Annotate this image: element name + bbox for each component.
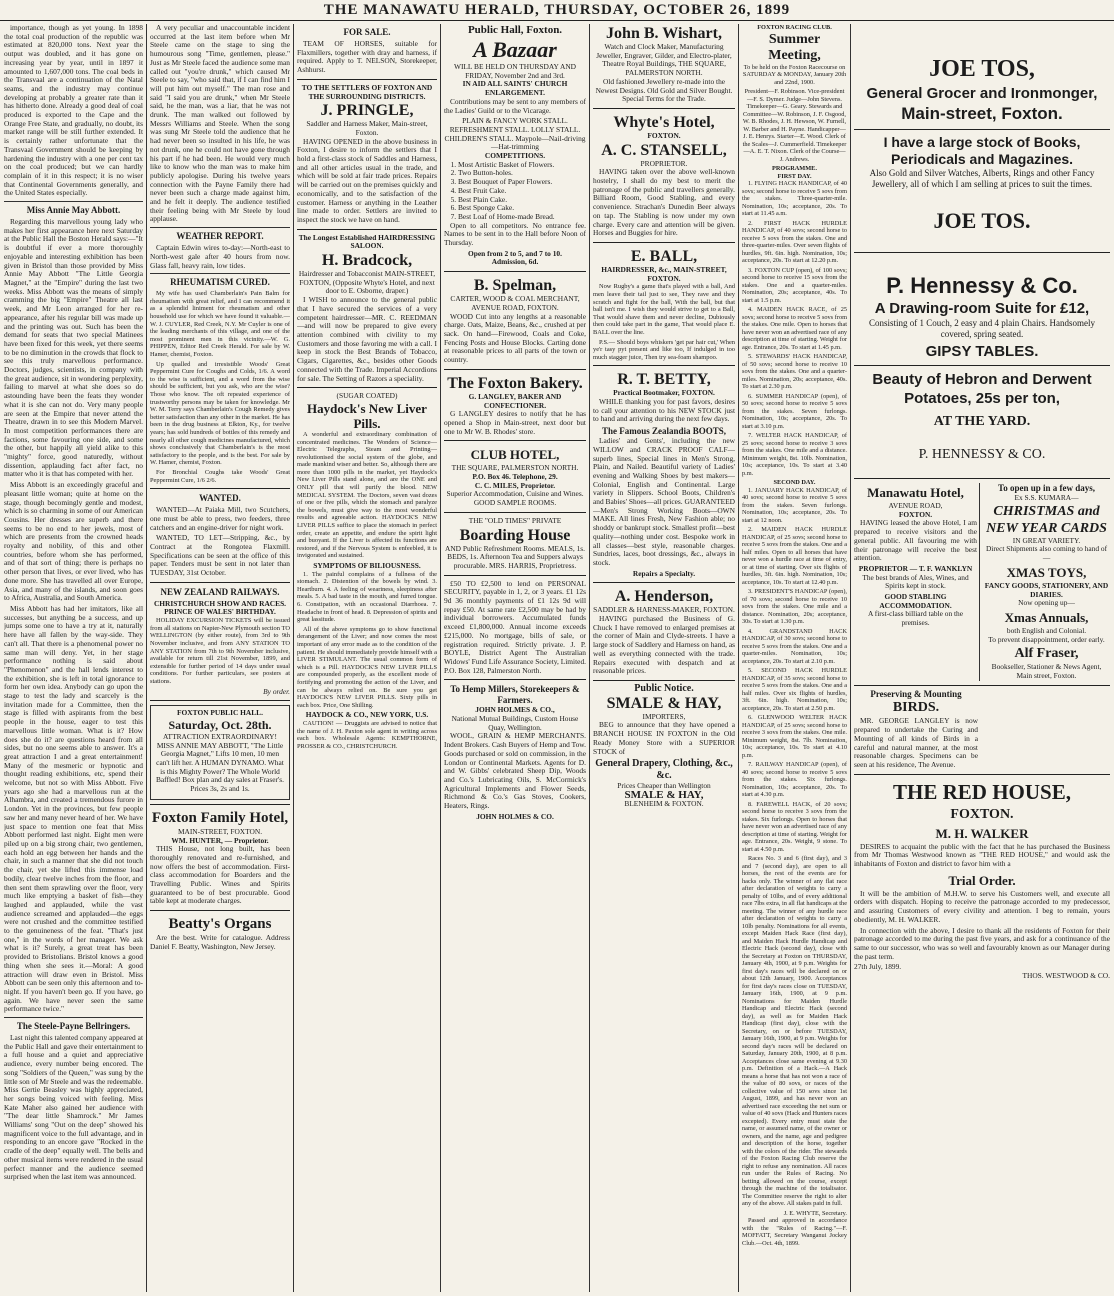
column-1 [4,24,143,1292]
race-item: 1. FLYING HACK HANDICAP, of 40 sovs; second horse to receive 5 sovs from the stakes. Three-quarter-mile. Nomination, 10s; acceptance, 20s. To start at 11.45 a.m. [742,180,847,217]
ad-subheading: AT THE YARD. [933,414,1031,429]
ad-title: JOE TOS, [929,56,1035,82]
ad-title: THE RED HOUSE, [893,779,1071,804]
article-paragraph: My wife has used Chamberlain's Pain Balm for rheumatism with great relief, and I can recommend it as a splendid liniment for rheumatism and other household use for which we have found it valuable.—W. J. CUYLER, Red Creek, N.Y. Mr Cuyler is one of the leading merchants of this village, and one of the most prominent men in this vicinity.—W. G. PHIPPEN, Editor Red Creek Herald. For sale by W. Hamer, chemist, Foxton. [150,290,290,359]
ad-text: WOOD Cut into any lengths at a reasonable charge. Oats, Maize, Beans, &c., crushed at per sack. On hand—Firewood, Coals and Coke, Fencing Posts and House Blocks. Carting done at reasonable prices to all parts of the town or country. [444,311,586,365]
column-rule [850,24,851,1292]
ad-sign: THOS. WESTWOOD & CO. [1022,971,1110,981]
ad-text: It will be the ambition of M.H.W. to serve his Customers well, and execute all orders with dispatch. Hoping to receive the patronage accorded to my predecessor, and assuring Customers of every civility and attention. I beg to remain, yours obediently, M. H. WALKER. [854,888,1110,924]
ad-heading: CLUB HOTEL, [470,447,560,463]
ad-text: Open to all competitors. No entrance fee. Names to be sent in to the Hall before Noon of Thursday. [444,220,586,248]
ad-subheading: GOOD STABLING ACCOMMODATION. [879,592,952,610]
ad-text: All of the above symptoms go to show functional derangement of the Liver; and now comes the most important of any error made as to the condition of the patient. He should immediately provide himself with a LIVER STIMULANT. The usual common form of which is a Pill. HAYDOCK'S NEW LIVER PILLS are compounded properly, as the excellent mode of fortifying and promoting the action of the Liver, and can be always relied on. Be sure you get HAYDOCK'S NEW LIVER PILLS. Sixty pills in each box. Price, One Shilling. [297,625,437,709]
ad-subheading: FANCY GOODS, STATIONERY, AND DIARIES. [984,580,1109,599]
ad-text: HAVING OPENED in the above business in Foxton, I desire to inform the settlers that I hold a first-class stock of Saddles and Harness, and all other articles usual in the trade, and which will be sold at fair trade prices. Repairs will be carried out on the premises quickly and economically, and to the satisfaction of the customer. Harness or anything in the Leather line made to order. Settlers are invited to inspect the stock we have on hand. [297,136,437,224]
article-paragraph: Up qualled and irresistible Woods' Great Peppermint Cure for Coughs and Colds, 1/6. A word to the wise is sufficient, and a word from the wise should be sufficient, but you ask, who are the wise? Those who know. The oft repeated experience of trustworthy persons may be taken for knowledge. Mr W. M. Terry says Chamberlain's Cough Remedy gives better satisfaction than any other in the market. He has been in the drug business at Elkton, Ky., for twelve years; has sold hundreds of bottles of this remedy and nearly all other cough medicines manufactured, which shows conclusively that Chamberlain's is the most satisfactory to the people, and is the best. For sale by W. Hamer, chemist, Foxton. [150,360,290,467]
ad-text: Contributions may be sent to any members of the Ladies' Guild or to the Vicarage. [444,96,586,115]
ad-subheading: HAYDOCK & CO., NEW YORK, U.S. [305,710,429,720]
ad-heading: M. H. WALKER [935,825,1029,841]
birds-ad [854,690,978,770]
ad-subheading: JOHN HOLMES & CO., [475,705,555,715]
competition-item: 7. Best Loaf of Home-made Bread. [458,213,586,222]
ad-text: WHILE thanking you for past favors, desires to call your attention to his NEW STOCK just to hand and arriving during the next few days. [593,397,735,424]
ad-subheading: Saddler and Harness Maker, Main-street, Foxton. [306,119,428,137]
ad-text: TEAM OF HORSES, suitable for Flaxmillers, together with dray and harness, if required. Apply to T. NELSON, Storekeeper, Ashhurst. [297,39,437,75]
ad-text: WANTED—At Paiaka Mill, two Scutchers, one must be able to press, two feeders, three catchers and an engine-driver for night work. [150,505,290,532]
ad-heading: Public Hall, Foxton. [467,24,563,36]
ad-heading: Beatty's Organs [168,916,272,933]
column-7 [854,24,1110,1292]
ad-text: HAVING leased the above Hotel, I am prepared to receive visitors and the general public. All favouring me with their patronage will receive the best attention. [854,518,978,563]
ad-text: DESIRES to acquaint the public with the fact that he has purchased the Business from Mr Thomas Westwood known as "THE RED HOUSE," and would ask the inhabitants of Foxton and district to favor him with a [854,841,1110,869]
race-item: 3. FOXTON CUP (open), of 100 sovs; second horse to receive 15 sovs from the stakes. One and a quarter-miles. Nomination, 20s; acceptance, 40s. To start at 1.5 p.m. [742,266,847,304]
column-2 [150,24,290,1292]
ad-text: CAUTION! — Druggists are advised to notice that the name of J. H. Paxton sole agent in writing across each box. Wholesale Agents: KEMPTHORNE, PROSSER & CO., CHRISTCHURCH. [297,720,437,750]
ad-subheading: The Longest Established HAIRDRESSING SALOON. [298,232,436,251]
ad-heading: A. C. STANSELL, [601,141,727,159]
ad-heading: Manawatu Hotel, [867,485,964,500]
race-item: 4. GRANDSTAND HACK HANDICAP, of 30 sovs; second horse to receive 5 sovs from the stakes. One and a quarter-miles. Nomination, 10s; acceptance, 20s. To start at 2.10 p.m. [742,627,847,665]
competition-item: 6. Best Sponge Cake. [458,204,586,213]
ad-date: 27th July, 1899. [854,962,902,972]
ad-sign: By order. [263,686,290,696]
ad-title: A Bazaar [473,37,557,62]
article-heading: Miss Annie May Abbott. [26,205,121,216]
competition-item: 4. Best Fruit Cake. [458,187,586,196]
race-item: 4. MAIDEN HACK RACE, of 25 sovs; second horse to receive 5 sovs from the stakes. One mile. Open to horses that have never won an advertised race of any description at time of starting. Weight for age. Entrance, 20s. To start at 1.45 p.m. [742,306,847,351]
column-4 [444,24,586,1292]
race-item: 3. PRESIDENT'S HANDICAP (open), of 70 sovs; second horse to receive 10 sovs from the stakes. One mile and a distance. Nomination, 20s; acceptance, 30s. To start at 1.30 p.m. [742,588,847,625]
ad-date: Saturday, Oct. 28th. [168,717,272,732]
ad-subheading: SADDLER & HARNESS-MAKER, FOXTON. [593,605,735,615]
race-item: 1. JANUARY HACK HANDICAP, of 40 sovs; second horse to receive 5 sovs from the stakes. Seven furlongs. Nomination, 10s; acceptance, 20s. To start at 12 noon. [742,486,847,524]
ad-sign: BLENHEIM & FOXTON. [624,798,704,808]
ad-text: G LANGLEY desires to notify that he has opened a Shop in Main-street, next door but one to Mr W. B. Rhodes' store. [444,409,586,436]
ad-subheading: Ex S.S. KUMARA— [1014,493,1079,502]
ad-text: To prevent disappointment, order early. [988,634,1105,644]
ad-text: P.S.— Should boys whiskers 'get par hair cut,' When ye'r tasy pyt present and like too, If indulged in too much stagger juice, Then try sea-foam shampoo. [593,338,735,361]
race-item: 2. MAIDEN HACK HURDLE HANDICAP, of 25 sovs; second horse to receive 5 sovs from the stakes. One and a half miles. Open to all horses that have never won a hurdle race at time of entry, or at time of starting. Over six flights of hurdles, 3ft. 6in. high. Nomination, 10s; acceptance, 10s. To start at 12.40 p.m. [742,526,847,586]
ad-text: PLAIN & FANCY WORK STALL. REFRESHMENT STALL. LOLLY STALL. CHILDREN'S STALL. Maypole—Nail-driving—Hat-trimming [444,116,586,152]
ad-subheading: General Drapery, Clothing, &c., &c. [595,758,733,782]
ad-text: Ladies' and Gents', including the new WILLOW and CRACK PROOF CALF—superb lines, Special lines in Men's Strong, Plain, and Nailed. Beautiful variety of Ladies' evening and Walking Shoes by best makers—Colonial, English and Continental. Large variety in Slippers. School Boots, Children's and Babies' Shoes—all prices. GUARANTEED—Men's Strong Working Boots—OWN MAKE. All lines Fresh, New Fashion able; no shoddy or bankrupt stock. Smallest profit—best quality—nothing under cost. Bespoke work in all classes—best style, reasonable charges. Sundries, laces, boot dressings, &c., always in stock. [593,436,735,567]
ad-text: Direct Shipments also coming to hand of— [985,544,1108,563]
ad-text: 1. The painful complains of a fullness of the stomach. 2. Distention of the bowels by wind. 3. Heartburn. 4. A feeling of weariness, sleepiness after meals. 5. A bad taste in the mouth, and furred tongue. 6. Constipation, with an occasional Diarrhoea. 7. Headache in front of head. 8. Depression of spirits and great lassitude. [297,570,437,624]
race-item: 5. STEWARDS' HACK HANDICAP, of 50 sovs; second horse to receive 10 sovs from the stakes. One and a quarter-miles. Nomination, 20s; acceptance, 40s. To start at 2.30 p.m. [742,353,847,390]
ad-heading: Haydock's New Liver Pills. [307,400,427,431]
ad-subheading: Practical Bootmaker, FOXTON. [613,388,715,398]
article-paragraph: A very peculiar and unaccountable incident occurred at the last item before when Mr Steele came on the stage to sing the humourous song "Time, gentlemen, please." Just as Mr Steele faced the audience some man called out "you're drunk," which caused Mr Steele to say, "who said that, if I can find him I will put him out myself." The man rose and said "I said you are drunk," when Mr Steele said, he the man, was a liar, that he was not drunk. The man walked out followed by Messrs Williams and Steele. When the song was sung Mr Steele told the audience that he had never been so insulted in his life, he was not drunk, one he could not have gone through his part if he had been. He would very much like to know who the man was to make him publicly apologise. During his twelve years connection with the Payne Family there had never been such a charge made against him, and he felt it deeply. The audience testified their feeling being with Mr Steele by loud applause. [150,24,290,224]
ad-subheading: FOXTON. [950,806,1014,822]
ad-subheading: CARTER, WOOD & COAL MERCHANT, AVENUE ROAD, FOXTON. [450,294,580,312]
ad-text: Superior Accommodation, Cuisine and Wines. GOOD SAMPLE ROOMS. [446,489,584,508]
ad-subheading: Watch and Clock Maker, Manufacturing Jeweller, Engraver, Gilder, and Electro-plater, Theatre Royal Buildings, THE SQUARE, PALMERSTON NORTH. [596,42,732,78]
competition-item: 3. Best Bouquet of Paper Flowers. [458,178,586,187]
ad-subheading: MAIN-STREET, FOXTON. [177,826,263,836]
stationery-ad [983,483,1110,681]
ad-subheading: National Mutual Buildings, Custom House Quay, Wellington. [451,714,579,732]
ad-text: Now opening up— [1018,598,1075,608]
ad-text: A first-class billiard table on the premises. [867,609,964,628]
ad-subheading: SECOND DAY. [773,479,816,486]
ad-subheading: FOXTON. [898,509,933,519]
ad-heading: To Hemp Millers, Storekeepers & Farmers. [450,684,580,706]
article-paragraph: For Bronchial Coughs take Woods' Great Peppermint Cure, 1/6 2/6. [150,468,290,484]
ad-title: P. Hennessy & Co. [886,273,1078,298]
ad-text: £50 TO £2,500 to lend on PERSONAL SECURITY, payable in 1, 2, or 3 years. £1 12s 9d 36 monthly payments of £1 12s 9d will repay £50. At same rate £2,500 may be had by individual borrowers. Accumulated funds exceed £1,800,000. Annual income exceeds £215,000. No mortgage, bills of sale, or registration required. Strictly private. J. P. BOYLE, District Agent The Australian Widows' Fund Life Assurance Society, Limited. P.O. Box 128, Palmerston North. [444,578,586,675]
ad-heading: XMAS TOYS, [1006,564,1087,580]
ad-heading: Preserving & Mounting [870,688,962,699]
ad-text: Are the best. Write for catalogue. Address Daniel F. Beatty, Washington, New Jersey. [150,933,290,951]
ad-title: JOE TOS. [933,208,1031,233]
ad-text: A wonderful and extraordinary combination of concentrated medicines. The Wonders of Science—Electric Telegraphs, Steam and Printing—revolutionised the social system of the globe, and made mankind wiser and better. So, although there are more than 1000 pills in the market, yet Haydock's New Liver Pills stand alone, and are the ONE and ONLY pill that will purify the blood. NEW MEDICAL SYSTEM. The Doctors, seven vast dozes of one or five pills, which the stomach and paralyze the bowels, must give way to the most wonderful results and agreeable action. HAYDOCK'S NEW LIVER PILLS suffice to place the stomach in perfect order, create an appetite, and endure the spirit light and buoyant. If the Liver is affected its functions are restored, and if the Nervous System is enfeebled, it is invigorated and sustained. [297,430,437,560]
ad-text: Consisting of 1 Couch, 2 easy and 4 plain Chairs. Handsomely covered, spring seated. [869,318,1095,339]
ad-subheading: PROGRAMME. [772,165,817,172]
ad-heading: BIRDS. [892,700,940,716]
race-item: 8. FAREWELL HACK, of 20 sovs; second horse to receive 3 sovs from the stakes. Six furlongs. Open to horses that have never won an advertised race of any description at time of starting. Weight for age. Entrance, 20s. Weight, 9 stone. To start at 4.50 p.m. [742,800,847,853]
ad-text: President—F. Robinson. Vice-president—F. S. Dymer. Judge—John Stevens. Timekeeper—G. Geary. Stewards and Committee—W. Robinson, J. F. Osgood, W. B. Rhodes, J. H. Hewson, W. Furnell, W. Barber and H. Payne. Handicapper—J. E. Henrys. Starter—E. Wood. Clerk of the Scales—J. Cummerfield. Timekeeper—A. E. T. Nixon. Clerk of the Course—J. Andrews. [742,88,847,163]
ad-row [854,483,1110,681]
ad-subheading: PROPRIETOR. [640,158,688,168]
hotel-ad [854,483,980,681]
ad-subheading: IMPORTERS, [642,711,686,721]
ad-subheading: FIRST DAY. [777,172,812,180]
ad-sign: JOHN HOLMES & CO. [476,811,554,821]
ad-heading: Whyte's Hotel, [613,113,715,131]
ad-proprietor: WM. HUNTER, — Proprietor. [171,835,269,845]
article-paragraph: Regarding this marvellous young lady who makes her first appearance here next Saturday at the Public Hall the Boston Herald says:—"It is doubtful if ever a more thoroughly enjoyable and interesting exhibition has been given in Bristol than those provided by Miss Annie May Abbott "The Little Georgia Magnet," at the "Empire" during the last two weeks. Miss Abbott was the means of simply cramming the big "Empire" Theatre all last week, and Mr Leon arranged for her re-appearance, after his regular bill was made up and the printing was out. Such has been the demand for seats that two special Matinees have been fixed for this week, yet there seems to be no diminution in the crowds that flock to see this truly marvellous performance. Doctors, judges, scientists, in company with the great audience, sit in wondering perplexity, failing to marvel at what she does so do astounding have been the feats they wonder what it is she can not do. Very many people are seen at the Empire that never attend the Theatre, drawn in to see this Modern Marvel. In most competition performances there are factions, some favouring one side, and some the other, but happily all yield alike to this "mighty" force, good naturedly, without dissention, applauding fact after fact, no matter who it is that has competed with her. [4,217,143,479]
ad-heading: E. BALL, [630,247,698,265]
ad-sign: P. HENNESSY & CO. [918,447,1046,462]
ad-text: The best brands of Ales, Wines, and Spirits kept in stock. [862,572,969,591]
section-heading: RHEUMATISM CURED. [170,277,270,288]
ad-heading: J. PRINGLE, [320,102,414,120]
ad-text: Also Gold and Silver Watches, Alberts, Rings and other Fancy Jewellery, all of which I am selling at prices to suit the times. [869,168,1095,189]
article-heading: The Steele-Payne Bellringers. [16,1021,131,1032]
ad-subheading: IN GREAT VARIETY. [1012,535,1081,545]
article-paragraph: Miss Abbott has had her imitators, like all successes, but anything be a success, and up jumps some one to have a try at it, naturally here have all fallen by the way-side. They can't all. That there is a phenomenal power no same man will deny. Yet, in her stage performance nothing is said about "Phenomenon" and the hall lends interest to the exhibition, she is left in total ignorance to form her own idea. Anybody can go upon the stage to test the lady and scarcely is the invitation made for a Committee, then the stage is filled with aspirants from the best people in the house, eager to test this marvellous little woman. What is it? How does she do it? are questions heard from all sides, but no one seems able to answer. It's a great attraction I and a great entertainment! Many of the mesmeric or hypnotic and thought reading exhibitions, etc, spend their welcome, but not so with Miss Abbott. Five years ago she had a marvellous run at the Alhambra, and created a tremendous furore in London. Yet in the provinces, but few people saw her and many never heard of her. We have just space to mention one feat that Miss Abbott performed last night. Eight men were piled up on a big strong chair, two gentlemen, each hold an egg between her hands and the chair, in such a manner that she did not touch the chair, yet she lifted this immense load bodily, clear twelve inches from the floor, and then sent them sprawling over the floor, very much like emptying a basket of fish—they laughed and applauded, while the vast audience screamed and applauded—the eggs were not crushed and the committee testified to the genuineness of the feat. "That's just one," in the words of her manager. We ask what is it? Surely, a great treat has been provided to Bristolians. Bristol knows a good thing when she sees it.—Moral: A good attraction will draw even in Bristol. Miss Abbott can be seen only this afternoon and to-night. If you haven't been go. If you have, go again. We have never seen the same performance twice." [4,604,143,1014]
column-rule [738,24,739,1292]
ad-heading: Trial Order. [948,872,1016,888]
ad-text: HAVING taken over the above well-known hostelry, I shall do my best to merit the patronage of the public and travellers generally. Billiard Room, Good Stabling, and every convenience. Strachan's Dunedin Beer always on tap. The Stabling is now under my own charge. Every care and attention will be given. Horses and Buggies for hire. [593,167,735,238]
ad-text: THIS House, not long built, has been thoroughly renovated and re-furnished, and now offers the best of accommodation. First-class accommodation for Boarders and the Travelling Public. Wines and Spirits guaranteed to be of best procurable. Good table kept at moderate charges. [150,844,290,906]
column-3 [297,24,437,1292]
ad-subheading: THE "OLD TIMES" PRIVATE [468,515,562,525]
ad-subheading: HAIRDRESSER, &c., MAIN-STREET, FOXTON. [601,264,727,283]
ad-heading: A. Henderson, [614,588,714,606]
ad-text: AND Public Refreshment Rooms. MEALS, 1s. BEDS, 1s. Afternoon Tea and Suppers always procurable. MRS. HARRIS, Proprietress. [444,543,585,570]
ad-text: I WISH to announce to the general public that I have secured the services of a very competent hairdresser—MR. C. REEDMAN—and will now be prepared to give every attention combined with civility to my Customers and those favoring me with a call. I keep in stock the Best Brands of Tobacco, Cigars, Cigarettes, &c., besides other Goods connected with the Trade. Imperial Accordions for sale. The Setting of Razors a speciality. [297,295,437,383]
ad-heading: FOR SALE. [343,27,391,37]
competition-item: 5. Best Plain Cake. [458,196,586,205]
column-6 [742,24,847,1292]
race-item: 6. GLENWOOD WELTER HACK HANDICAP, of 25 sovs; second horse to receive 3 sovs from the stakes. One mile. Minimum weight, 8st. 7lb. Nomination, 10s; acceptance, 10s. To start at 4.10 p.m. [742,714,847,759]
race-item: 5. SECOND HACK HURDLE HANDICAP, of 35 sovs; second horse to receive 5 sovs from the stakes. One and a half miles. Over six flights of hurdles, 3ft. 6in. high. Nomination, 10s; acceptance, 20s. To start at 2.50 p.m. [742,667,847,712]
ad-subheading: P.O. Box 46. Telephone, 29. [472,472,558,482]
ad-subheading: WILL BE HELD ON THURSDAY AND FRIDAY, November 2nd and 3rd. [453,62,576,80]
ad-text: ATTRACTION EXTRAORDINARY! MISS ANNIE MAY ABBOTT, "The Little Georgia Magnet," Lifts 10 men, 10 men can't lift her. A HUMAN DYNAMO. What is this Mighty Power? The Whole World Baffled! Box plan and day sales at Fraser's. Prices 3s, 2s and 1s. [155,731,285,794]
ad-subheading: PRINCE OF WALES' BIRTHDAY. [164,607,276,617]
ad-subheading: Prices Cheaper than Wellington [617,781,711,791]
ad-text: Races No. 3 and 6 (first day), and 3 and 7 (second day), are open to all horses, the rest of the events are for hacks only. The winner of any flat race after declaration of weights to carry a penalty of 10lbs, and of every additional race 7lbs extra, in all flat handicaps at the meeting. The winner of any hurdle race after declaration of weights to carry a 10lb penalty. Nominations for all events, except Maiden Hack Race (first day), and Maiden Hack Hurdle Handicap and Electric Hack (second day), close with the Secretary at Foxton on THURSDAY, January 4th, 1900, at 9 p.m. Weights for first day's races will be declared on or about 12th January, 1900. Acceptances for first day's races close on TUESDAY, January 16th, 1900, at 9 p.m. Nominations for Maiden Hurdle Handicap and Electric Hack (second day), as well as for Maiden Hack Handicap (first day), close with the Secretary, on or before TUESDAY, January 16th, 1900, at 9 p.m. Weights for second day's races will be declared on Saturday, January 20th, 1900, at 8 p.m. Acceptances close same evening at 9.30 p.m. Definition of a Hack.—A Hack means a horse that has not won a race of the value of 80 sovs, or races of the collective value of 150 sovs since 1st August, 1899, and has never won an advertised race exceeding the net sum or value of 40 sovs (Hack and Hunters races excepted). Every entry must state the name, or assumed name, of the owner or owners, and the name, age and pedigree and description of the horse, together with the colors of the rider. The stewards of the Foxton Racing Club reserve the right to refuse any nomination. All races run under the Rules of Racing. No betting allowed on the course, except through the machine of the totalisator. The Committee reserve the right to alter any of the above. All stakes paid in full. [742,855,847,1207]
race-list [742,180,847,477]
section-heading: WEATHER REPORT. [176,231,264,242]
column-5 [593,24,735,1292]
article-paragraph: importance, though as yet young. In 1898 the total coal production of the republic was estimated at 820,000 tons. Next year the output was doubled, and it has gone on increasing year by year, until in 1897 it amounted to 1,607,000 tons. The coal beds in the Transvaal are a continuation of the Natal seams, and the industry may continue developing at probably a greater rate than it has hitherto done. Already a good deal of coal produced is exported to the Cape and the Orange Free State, and gradually, no doubt, its market range will be still further extended. It is certainly rather unfortunate that the Transvaal Government should be keeping by hardening the industry with a one per cent tax on the coal produced; but we can hardly complain of it in this respect; it is no wiser that Continental Governments generally, and the United States especially. [4,24,143,198]
ad-text: MR. GEORGE LANGLEY is now prepared to undertake the Curing and Mounting of all kinds of Birds in a careful and natural manner, at the most reasonable charges. Specimens can be seen at his residence, The Avenue. [854,716,978,769]
ad-subheading: AVENUE ROAD, [888,501,943,510]
race-item: 6. SUMMER HANDICAP (open), of 50 sovs; second horse to receive 5 sovs from the stakes. Seven furlongs. Nomination, 10s; acceptance, 20s. To start at 3.10 p.m. [742,392,847,430]
ad-text: In connection with the above, I desire to thank all the residents of Foxton for their patronage accorded to me during the past five years, and ask for a continuance of the same to our successor, who was so well and favourably known as our Manager during the past term. [854,925,1110,961]
ad-subheading: Main-street, Foxton. [901,104,1063,123]
ad-heading: The Foxton Bakery. [447,374,583,392]
article-paragraph: Captain Edwin wires to-day:—North-east to North-west gale after 40 hours from now. Glass fall, heavy rain, low tides. [150,243,290,270]
ad-heading: Beauty of Hebron and Derwent Potatoes, 25s per ton, [872,371,1092,407]
ad-subheading: G. LANGLEY, BAKER AND CONFECTIONER. [468,391,562,410]
ad-text: Old fashioned Jewellery re-made into the Newest Designs. Old Gold and Silver Bought. Special Terms for the Trade. [595,76,733,104]
ad-subheading: Hairdresser and Tobacconist MAIN-STREET, FOXTON, (Opposite Whyte's Hotel, and next door to E. Osborne, draper.) [298,269,436,296]
ad-heading: John B. Wishart, [606,25,722,42]
ad-text: WOOL, GRAIN & HEMP MERCHANTS. Indent Brokers. Cash Buyers of Hemp and Tow. Goods purchased or sold on commission, in the London or Continental Markets. Agents for D. and W. Gibbs' celebrated Sheep Dip, Woods and Co.'s Lubricating Oils, S. McCormick's Agricultural Implements and Flower Seeds, Richmond & Co.'s Gas Stoves, Cookers, Heaters, Rings. [444,731,586,811]
article-paragraph: Miss Abbott is an exceedingly graceful and pleasant little woman; quite at home on the stage, though becomingly gentle and modest, which is so charming in some of our American Cousins. Her dresses are superb and there seems to be no end to her jewels, most of which are presents from the crowned heads royalty and nobility, of this and other countries, before whom she has performed, and of that sort of thing; there is perhaps no other person that lives, or ever lived, who has done more. She has travelled all over Europe, Asia, and many of the islands, and soon goes to Africa, Australia, and South America. [4,480,143,603]
competition-item: 2. Two Button-holes. [458,169,586,178]
ad-proprietor: PROPRIETOR — T. F. WANKLYN [858,563,973,573]
ad-heading: FOXTON PUBLIC HALL. [177,708,263,718]
ad-text: Bookseller, Stationer & News Agent, Main street, Foxton. [991,662,1102,681]
ad-heading: B. Spelman, [473,277,557,295]
ad-subheading: THE SQUARE, PALMERSTON NORTH. [451,463,579,473]
hall-ad [150,705,290,800]
ad-subheading: TO THE SETTLERS OF FOXTON AND THE SURROUNDING DISTRICTS. [301,82,433,101]
ad-subheading: IN AID ALL SAINTS' CHURCH ENLARGEMENT. [462,79,568,98]
competition-list [444,161,586,222]
ad-text: WANTED, TO LET—Stripping, &c., by Contract at the Rongotea Flaxmill. Specifications can be seen at the office of this paper. Tenders must be sent in not later than TUESDAY, 31st October. [150,533,290,578]
ad-text: HOLIDAY EXCURSION TICKETS will be issued from all stations on Napier-New Plymouth section TO WELLINGTON (by either route), from 3rd to 9th November inclusive, and from ANY STATION TO ANY STATION from 7th to 9th November inclusive, available for return till 21st November, 1899, and extensible for further period of 14 days under usual conditions. For further particulars, see posters at stations. [150,617,290,685]
ad-heading: Foxton Family Hotel, [151,809,289,826]
ad-title: Summer Meeting, [768,31,821,63]
ad-heading: A Drawing-room Suite for £12, [874,300,1090,317]
ad-heading: FOXTON RACING CLUB. [757,24,832,31]
ad-hours: Open from 2 to 5, and 7 to 10. [468,248,562,258]
ad-subheading: General Grocer and Ironmonger, [866,85,1098,102]
section-heading: WANTED. [199,493,241,504]
ad-heading: Public Notice. [634,682,694,694]
competition-item: 1. Most Artistic Basket of Flowers. [458,161,586,170]
ad-text: HAVING purchased the Business of G. Chuck I have removed to enlarged premises at the corner of Main and Clyde-streets. I have a large stock of Saddlery and Harness on hand, as well as everything connected with the trade. Repairs executed with despatch and at reasonable prices. [593,614,735,676]
ad-text: Passed and approved in accordance with the "Rules of Racing."—F. MOFFATT, Secretary Wanganui Jockey Club.—Oct. 4th, 1899. [742,1217,847,1247]
ad-subheading: CHRISTCHURCH SHOW AND RACES. [153,598,287,608]
ad-title: CHRISTMAS and NEW YEAR CARDS [986,503,1107,536]
ad-text: To be held on the Foxton Racecourse on SATURDAY & MONDAY, January 20th and 22nd, 1900. [742,63,847,86]
article-paragraph: Last night this talented company appeared at the Public Hall and gave their entertainment to a full house and a quiet and appreciative audience, every number being encored. The song "Soldiers of the Queen," was sung by the little son of Mr Steele and was the redeemable. Miss Gertie Beasley was highly appreciated, her songs being voiced with feeling. Miss Kate Maher also gained her audience with "The dear little Shamrock." Mr James Williams' song "Out on the deep" showed his magnificent voice to the full advantage, and in responding to an encore gave "Rocked in the cradle of the deep" equally well. The bells and other musical items were rendered in the usual perfect manner and the audience seemed surprised when the last item was announced. [4,1033,143,1182]
ad-subheading: Repairs a Specialty. [632,568,696,578]
column-rule [589,24,590,1292]
ad-text: BEG to announce that they have opened a BRANCH HOUSE IN FOXTON in the Old Ready Money Store with a SUPERIOR STOCK of [593,720,735,756]
ad-subheading: (SUGAR COATED) [336,391,398,401]
ad-heading: Alf Fraser, [1014,646,1079,662]
ad-admission: Admission, 6d. [491,257,539,267]
ad-heading: Boarding House [459,526,571,544]
ad-sign: J. E. WHYTE, Secretary. [783,1209,847,1217]
ad-sign: SMALE & HAY, [624,788,704,801]
ad-heading: R. T. BETTY, [617,371,711,389]
race-item: 7. RAILWAY HANDICAP (open), of 40 sovs; second horse to receive 5 sovs from the stakes. Six furlongs. Nomination, 10s; acceptance, 20s. To start at 4.30 p.m. [742,761,847,798]
column-rule [440,24,441,1292]
ad-heading: Xmas Annuals, [1004,609,1089,625]
ad-heading: GIPSY TABLES. [925,343,1039,360]
ad-heading: NEW ZEALAND RAILWAYS. [160,586,280,597]
ad-heading: To open up in a few days, [998,483,1095,493]
ad-subheading: SYMPTOMS OF BILIOUSNESS. [313,561,421,570]
ad-proprietor: C. C. MILES, Proprietor. [474,480,556,490]
ad-heading: I have a large stock of Books, Periodicals and Magazines. [883,134,1081,167]
ad-text: Now Rugby's a game that's played with a ball, And men leave their tail just to see, They rave and they scratch and fight for the ball, With the ball, but that ball isn't me. I wish they would strive to get to a Ball, That would shave them and never decline, Dubiously then could take part in the game, That would place E. BALL over the line. [593,283,735,336]
ad-text: both English and Colonial. [1006,625,1087,635]
ad-heading: SMALE & HAY, [606,694,722,712]
ad-subheading: COMPETITIONS. [484,151,546,161]
ad-subheading: FOXTON. [647,130,681,140]
race-list [742,487,847,854]
column-rule [293,24,294,1292]
column-rule [146,24,147,1292]
race-item: 7. WELTER HACK HANDICAP, of 25 sovs; second horse to receive 3 sovs from the stakes. One mile and a distance. Minimum weight, 8st. 10lb. Nomination, 10s; acceptance, 10s. To start at 3.40 p.m. [742,432,847,477]
ad-heading: The Famous Zealandia BOOTS, [601,426,727,437]
race-item: 2. FIRST HACK HURDLE HANDICAP, of 40 sovs; second horse to receive 5 sovs from the stakes. One and three-quarter-miles. Over seven flights of hurdles, 9ft. 6in. high. Nomination, 10s; acceptance, 20s. To start at 12.20 p.m. [742,219,847,264]
masthead: THE MANAWATU HERALD, THURSDAY, OCTOBER 26, 1899 [0,0,1114,21]
ad-heading: H. Bradcock, [321,252,413,270]
